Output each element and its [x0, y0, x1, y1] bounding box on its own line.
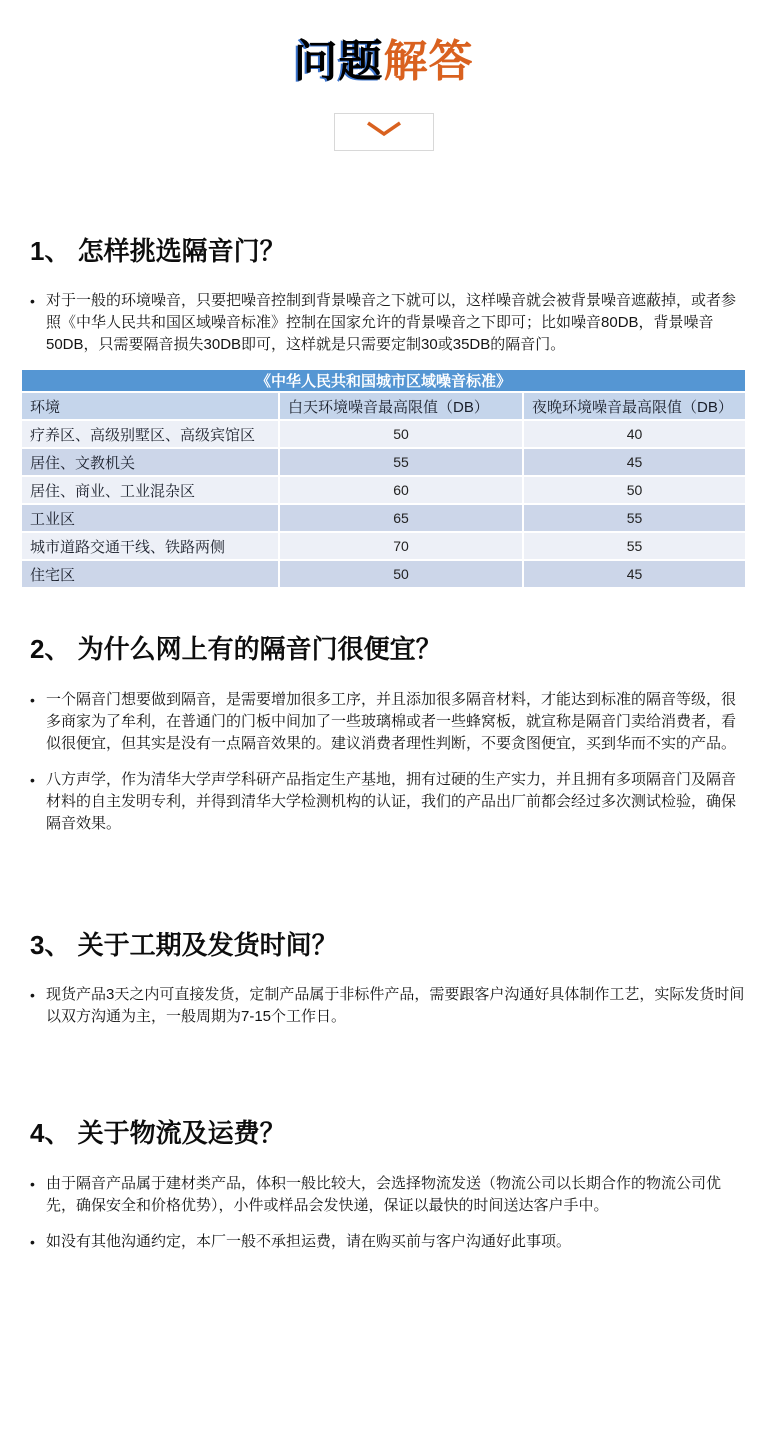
faq-content [0, 235, 767, 1253]
expand-button[interactable] [334, 113, 434, 151]
question-1-heading: 1、 怎样挑选隔音门？ [30, 235, 286, 266]
answer-text: 八方声学，作为清华大学声学科研产品指定生产基地，拥有过硬的生产实力，并且拥有多项隔音门及隔音材料的自主发明专利，并得到清华大学检测机构的认证，我们的产品出厂前都会经过多次测试检验，确保隔音效果。 [46, 770, 737, 832]
cell-day-limit: 55 [280, 449, 524, 477]
table-row [22, 505, 745, 533]
faq-page [0, 36, 767, 1433]
bullet-icon: • [30, 1175, 35, 1192]
table-row [22, 477, 745, 505]
cell-night-limit: 45 [524, 449, 745, 477]
list-item [22, 1173, 745, 1217]
list-item [22, 769, 745, 835]
cell-environment: 居住、商业、工业混杂区 [22, 477, 280, 505]
cell-night-limit: 45 [524, 561, 745, 589]
table-row [22, 561, 745, 589]
cell-day-limit: 50 [280, 421, 524, 449]
cell-night-limit: 55 [524, 533, 745, 561]
table-header-row [22, 393, 745, 421]
cell-night-limit: 40 [524, 421, 745, 449]
column-header-environment: 环境 [22, 393, 280, 421]
question-2-heading: 2、 为什么网上有的隔音门很便宜？ [30, 634, 442, 665]
cell-night-limit: 50 [524, 477, 745, 505]
bullet-icon: • [30, 293, 35, 310]
bullet-icon: • [30, 691, 35, 708]
page-title-black-part: 问题 [293, 37, 384, 86]
cell-day-limit: 70 [280, 533, 524, 561]
question-2-answers [22, 689, 745, 835]
cell-environment: 城市道路交通干线、铁路两侧 [22, 533, 280, 561]
list-item [22, 1231, 745, 1253]
page-title-orange-part: 解答 [383, 37, 474, 86]
cell-environment: 工业区 [22, 505, 280, 533]
question-3-heading: 3、 关于工期及发货时间？ [30, 929, 338, 960]
question-4-answers [22, 1173, 745, 1253]
cell-environment: 住宅区 [22, 561, 280, 589]
answer-text: 由于隔音产品属于建材类产品，体积一般比较大，会选择物流发送（物流公司以长期合作的物流公司优先，确保安全和价格优势），小件或样品会发快递，保证以最快的时间送达客户手中。 [46, 1174, 722, 1214]
chevron-down-icon [365, 121, 403, 142]
question-3-answers [22, 984, 745, 1028]
table-row [22, 421, 745, 449]
list-item [22, 290, 745, 356]
cell-day-limit: 60 [280, 477, 524, 505]
answer-text: 对于一般的环境噪音，只要把噪音控制到背景噪音之下就可以，这样噪音就会被背景噪音遮蔽掉，或者参照《中华人民共和国区域噪音标准》控制在国家允许的背景噪音之下即可；比如噪音80DB，背景噪音50DB，只需要隔音损失30DB即可，这样就是只需要定制30或35DB的隔音门。 [46, 292, 737, 354]
cell-day-limit: 50 [280, 561, 524, 589]
bullet-icon: • [30, 987, 35, 1004]
cell-night-limit: 55 [524, 505, 745, 533]
table-title: 《中华人民共和国城市区域噪音标准》 [22, 370, 745, 393]
list-item [22, 689, 745, 755]
cell-environment: 疗养区、高级别墅区、高级宾馆区 [22, 421, 280, 449]
question-1-answers [22, 290, 745, 356]
column-header-night-limit: 夜晚环境噪音最高限值（DB） [524, 393, 745, 421]
column-header-day-limit: 白天环境噪音最高限值（DB） [280, 393, 524, 421]
noise-standard-table [22, 370, 745, 589]
list-item [22, 984, 745, 1028]
table-row [22, 533, 745, 561]
bullet-icon: • [30, 1233, 35, 1250]
answer-text: 现货产品3天之内可直接发货，定制产品属于非标件产品，需要跟客户沟通好具体制作工艺，实际发货时间以双方沟通为主，一般周期为7-15个工作日。 [46, 986, 745, 1026]
answer-text: 如没有其他沟通约定，本厂一般不承担运费，请在购买前与客户沟通好此事项。 [46, 1232, 572, 1250]
cell-day-limit: 65 [280, 505, 524, 533]
cell-environment: 居住、文教机关 [22, 449, 280, 477]
answer-text: 一个隔音门想要做到隔音，是需要增加很多工序，并且添加很多隔音材料，才能达到标准的隔音等级，很多商家为了牟利，在普通门的门板中间加了一些玻璃棉或者一些蜂窝板，就宣称是隔音门卖给消费者，看似很便宜，但其实是没有一点隔音效果的。建议消费者理性判断，不要贪图便宜，买到华而不实的产品。 [46, 690, 737, 752]
page-title [0, 36, 767, 89]
bullet-icon: • [30, 771, 35, 788]
table-row [22, 449, 745, 477]
question-4-heading: 4、 关于物流及运费？ [30, 1118, 286, 1149]
